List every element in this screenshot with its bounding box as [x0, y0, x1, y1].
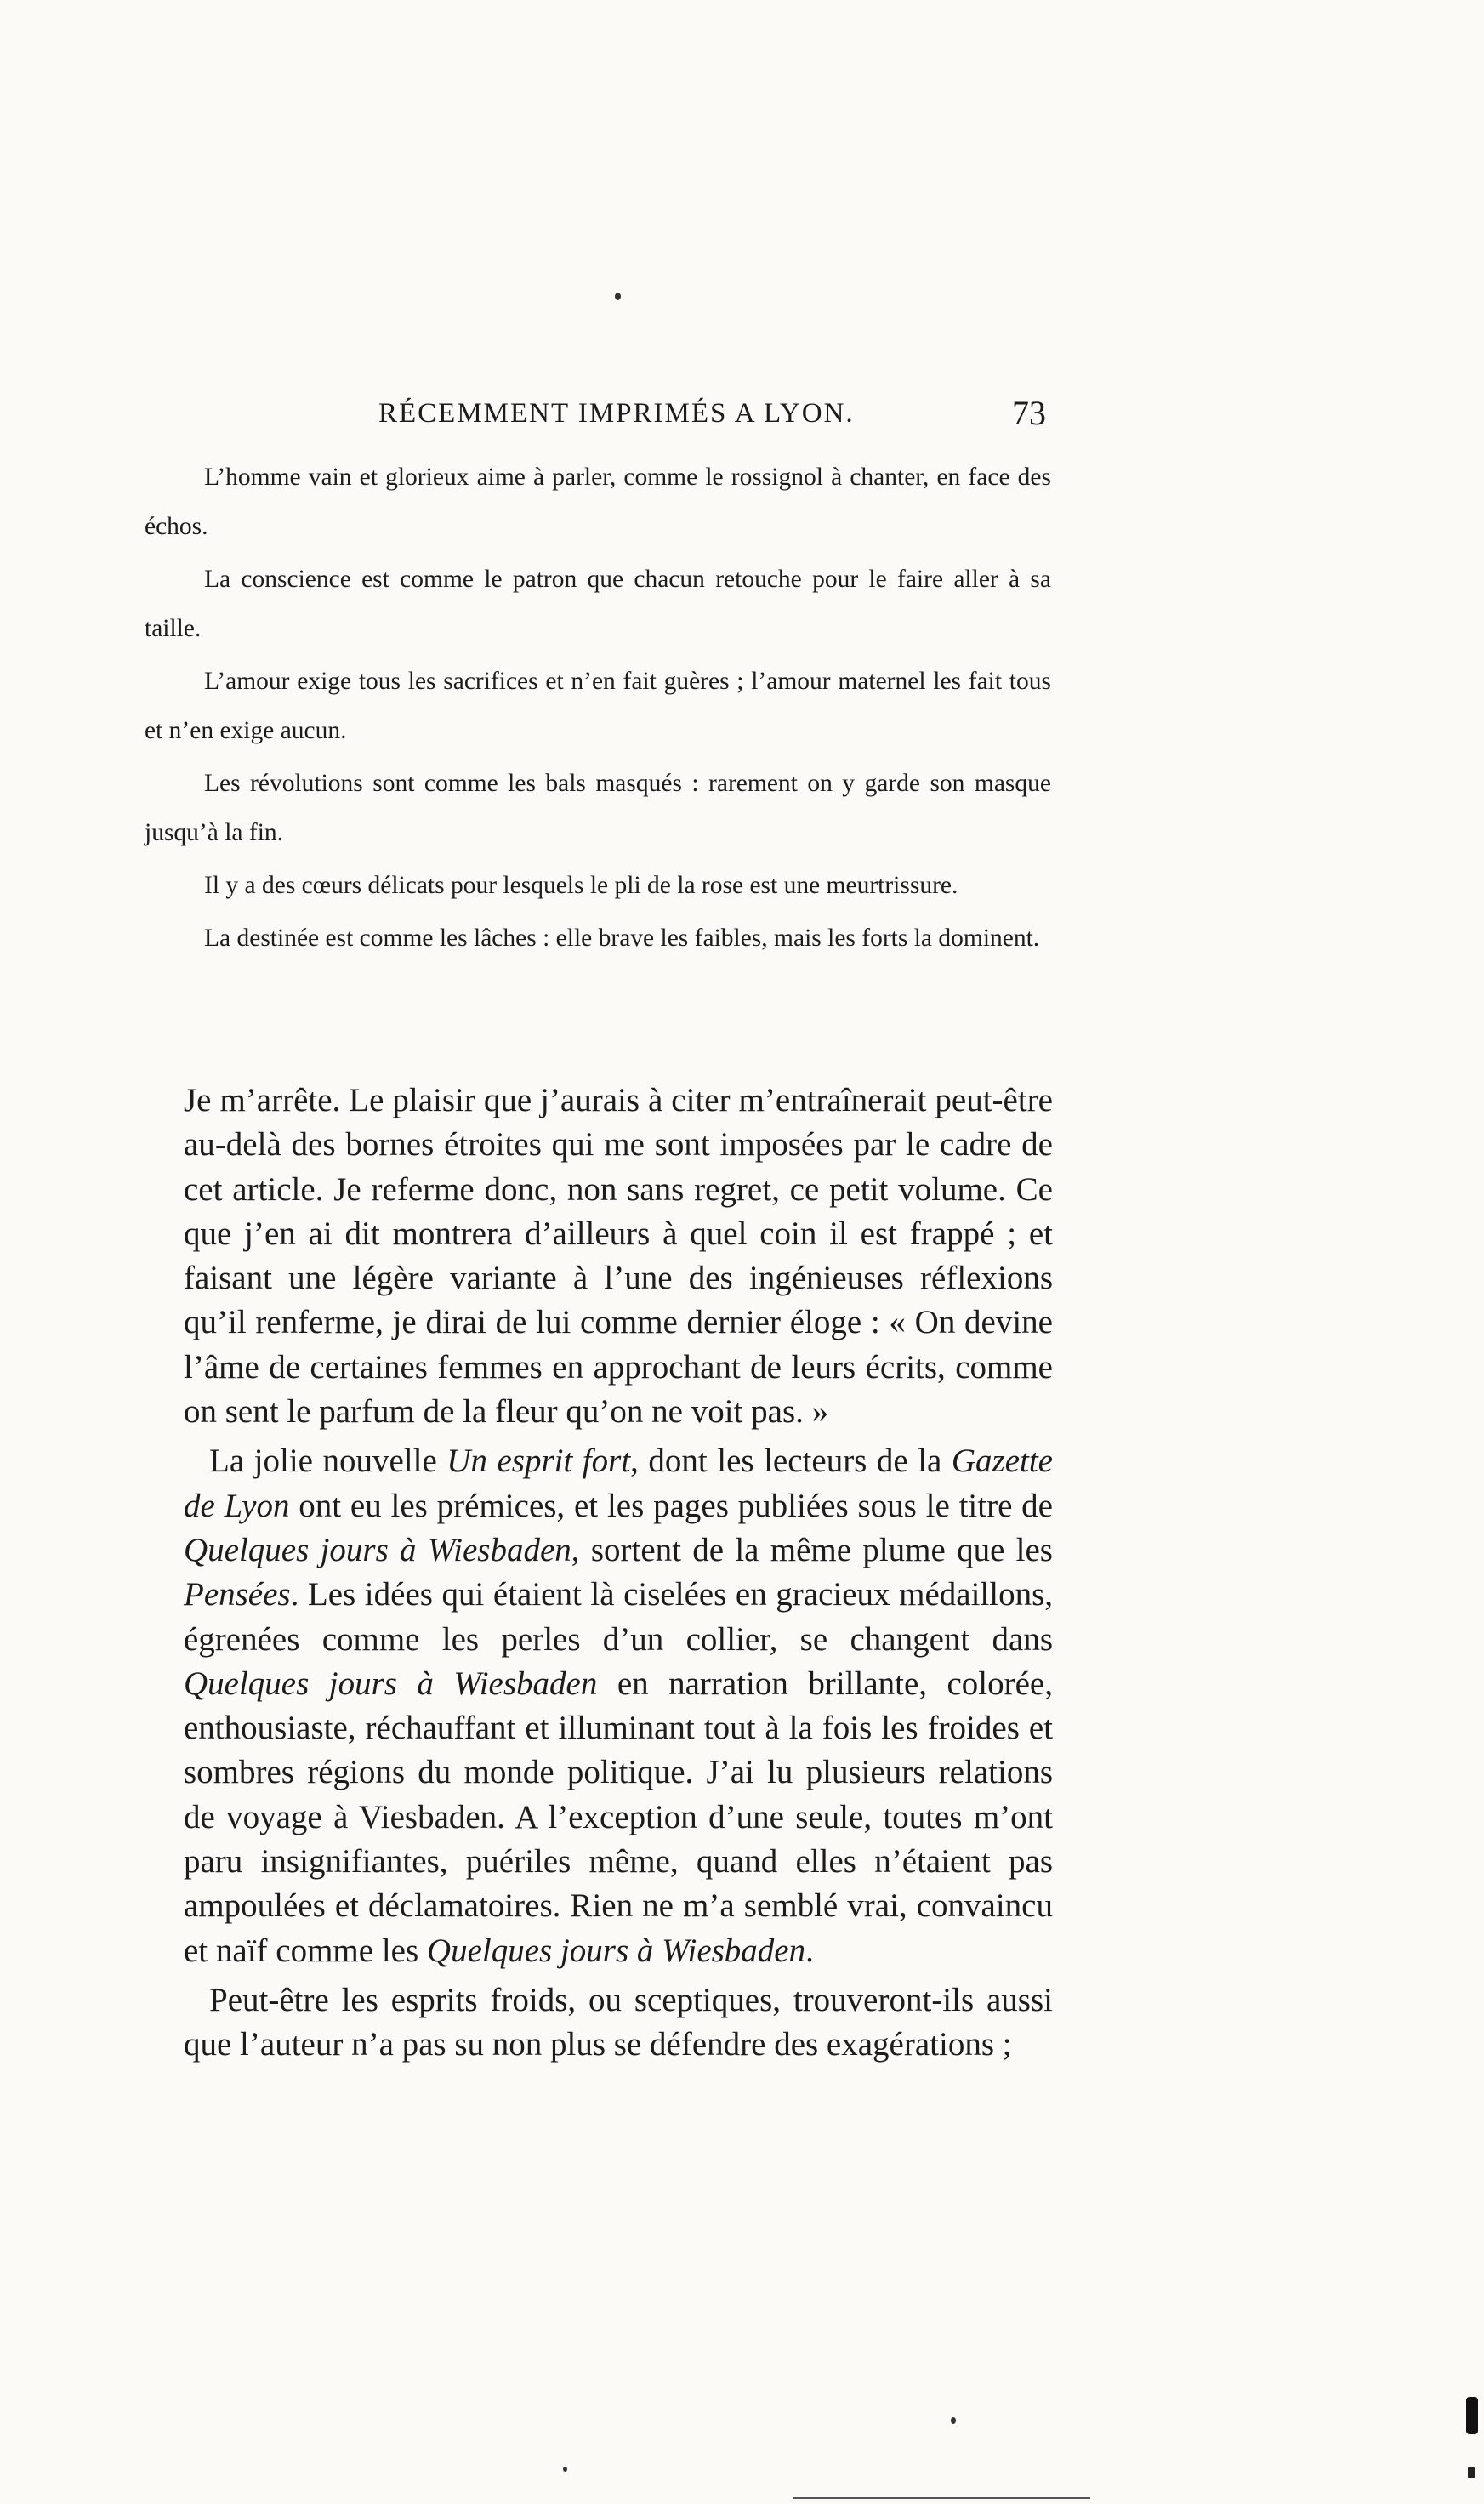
- maxims-list: [145, 452, 1051, 966]
- text-run: ont eu les prémices, et les pages publiées sous le titre de: [289, 1487, 1053, 1524]
- italic-title: Gazette de Lyon: [184, 1443, 1053, 1524]
- running-title: RÉCEMMENT IMPRIMÉS A LYON.: [378, 398, 855, 429]
- ink-speck: [615, 293, 621, 300]
- maxim: La destinée est comme les lâches : elle brave les faibles, mais les forts la dominent.: [204, 925, 1040, 952]
- italic-title: Quelques jours à Wiesbaden: [184, 1531, 571, 1568]
- paragraph: Je m’arrête. Le plaisir que j’aurais à citer m’entraînerait peut-être au-delà des bornes étroites qui me sont imposées par le cadre de cet article. Je referme donc, non sans regret, ce petit volume. Ce que j’en ai dit montrera d’ailleurs à quel coin il est frappé ; et faisant une légère variante à l’une des ingénieuses réflexions qu’il renferme, je dirai de lui comme dernier éloge : « On devine l’âme de certaines femmes en approchant de leurs écrits, comme on sent le parfum de la fleur qu’on ne voit pas. »: [184, 1082, 1053, 1431]
- bottom-rule: [793, 2497, 1090, 2499]
- text-run: en narration brillante, colorée, enthousiaste, réchauffant et illuminant tout à la fois les froides et sombres régions du monde politique. J’ai lu plusieurs relations de voyage à Viesbaden. A l’exception d’une seule, toutes m’ont paru insignifiantes, puériles même, quand elles n’étaient pas ampoulées et déclamatoires. Rien ne m’a semblé vrai, convaincu et naïf comme les: [184, 1665, 1053, 1969]
- maxim: Il y a des cœurs délicats pour lesquels le pli de la rose est une meurtrissure.: [204, 872, 958, 899]
- body-text: [184, 1078, 1053, 2073]
- page-number: 73: [1012, 394, 1046, 432]
- paragraph: Peut-être les esprits froids, ou sceptiques, trouveront-ils aussi que l’auteur n’a pas su non plus se défendre des exagérations ;: [184, 1981, 1053, 2063]
- italic-title: Pensées: [184, 1576, 291, 1613]
- maxim: L’homme vain et glorieux aime à parler, comme le rossignol à chanter, en face des échos.: [145, 464, 1051, 540]
- ink-speck: [563, 2467, 567, 2472]
- text-run: , dont les lecteurs de la: [630, 1443, 952, 1480]
- ink-speck: [1466, 2397, 1478, 2434]
- maxim: Les révolutions sont comme les bals masqués : rarement on y garde son masque jusqu’à la fin.: [145, 770, 1051, 846]
- italic-title: Un esprit fort: [446, 1443, 631, 1480]
- italic-title: Quelques jours à Wiesbaden: [426, 1932, 806, 1969]
- text-run: La jolie nouvelle: [209, 1443, 447, 1480]
- italic-title: Quelques jours à Wiesbaden: [184, 1665, 598, 1702]
- maxim: La conscience est comme le patron que chacun retouche pour le faire aller à sa taille.: [145, 566, 1051, 642]
- paragraph: [184, 1439, 1053, 1973]
- text-run: .: [805, 1932, 814, 1969]
- maxim: L’amour exige tous les sacrifices et n’en fait guères ; l’amour maternel les fait tous et n’en exige aucun.: [145, 668, 1051, 744]
- text-run: , sortent de la même plume que les: [571, 1531, 1053, 1568]
- ink-speck: [1468, 2467, 1475, 2478]
- page-header: [196, 393, 1046, 435]
- ink-speck: [951, 2417, 956, 2424]
- text-run: . Les idées qui étaient là ciselées en gracieux médaillons, égrenées comme les perles d’un collier, se changent dans: [184, 1576, 1053, 1658]
